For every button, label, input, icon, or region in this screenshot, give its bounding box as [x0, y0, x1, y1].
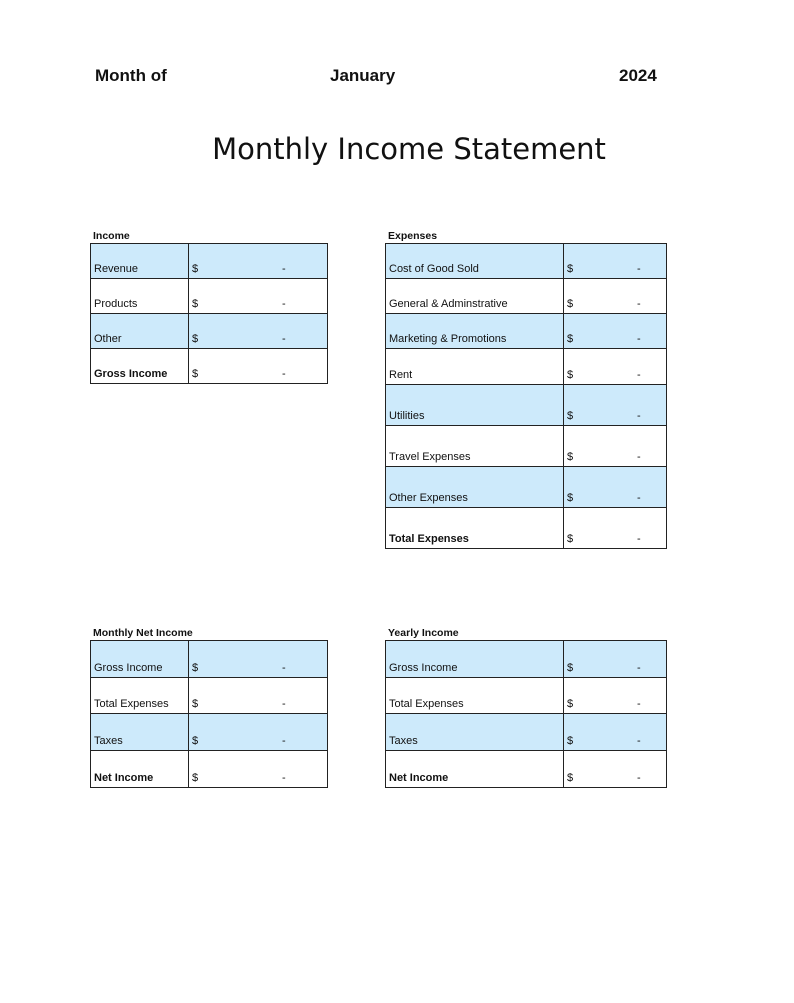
- currency-symbol: $: [567, 298, 574, 310]
- row-label: Total Expenses: [386, 508, 564, 549]
- yearly-income-title: Yearly Income: [388, 627, 459, 639]
- amount-value: -: [637, 533, 641, 545]
- yi-row-net-income: [386, 751, 667, 788]
- yi-row-taxes: [386, 714, 667, 751]
- expenses-row-other: [386, 467, 667, 508]
- mni-row-gross-income: [91, 641, 328, 678]
- monthly-net-income-table: [90, 640, 328, 788]
- yearly-income-section: [385, 626, 667, 788]
- row-label: Taxes: [91, 714, 189, 751]
- row-label: Utilities: [386, 385, 564, 426]
- amount-cell[interactable]: [564, 467, 667, 508]
- expenses-section-title: Expenses: [388, 230, 438, 242]
- amount-value: -: [282, 735, 286, 747]
- row-label: Marketing & Promotions: [386, 314, 564, 349]
- row-label: Total Expenses: [386, 678, 564, 714]
- currency-symbol: $: [567, 698, 574, 710]
- income-row-products: [91, 279, 328, 314]
- mni-row-total-expenses: [91, 678, 328, 714]
- amount-cell[interactable]: [189, 678, 328, 714]
- amount-value: -: [637, 369, 641, 381]
- currency-symbol: $: [192, 698, 199, 710]
- amount-cell[interactable]: [564, 508, 667, 549]
- income-section: [90, 229, 328, 384]
- yearly-income-table: [385, 640, 667, 788]
- amount-value: -: [637, 698, 641, 710]
- page-title: Monthly Income Statement: [212, 132, 606, 166]
- currency-symbol: $: [192, 263, 199, 275]
- currency-symbol: $: [567, 533, 574, 545]
- row-label: General & Adminstrative: [386, 279, 564, 314]
- amount-value: -: [637, 772, 641, 784]
- amount-cell[interactable]: [189, 314, 328, 349]
- row-label: Total Expenses: [91, 678, 189, 714]
- amount-cell[interactable]: [564, 641, 667, 678]
- amount-cell[interactable]: [564, 314, 667, 349]
- amount-cell[interactable]: [564, 714, 667, 751]
- currency-symbol: $: [192, 298, 199, 310]
- row-label: Rent: [386, 349, 564, 385]
- amount-value: -: [282, 263, 286, 275]
- amount-cell[interactable]: [189, 751, 328, 788]
- amount-cell[interactable]: [564, 349, 667, 385]
- amount-cell[interactable]: [189, 349, 328, 384]
- amount-cell[interactable]: [564, 279, 667, 314]
- row-label: Gross Income: [91, 641, 189, 678]
- expenses-row-travel: [386, 426, 667, 467]
- expenses-section: [385, 229, 667, 549]
- row-label: Cost of Good Sold: [386, 244, 564, 279]
- expenses-row-cogs: [386, 244, 667, 279]
- currency-symbol: $: [192, 735, 199, 747]
- amount-value: -: [282, 772, 286, 784]
- amount-value: -: [637, 410, 641, 422]
- income-section-title: Income: [93, 230, 130, 242]
- currency-symbol: $: [567, 735, 574, 747]
- income-row-gross-income: [91, 349, 328, 384]
- mni-row-taxes: [91, 714, 328, 751]
- currency-symbol: $: [567, 772, 574, 784]
- amount-value: -: [637, 492, 641, 504]
- amount-value: -: [637, 662, 641, 674]
- amount-cell[interactable]: [189, 641, 328, 678]
- amount-cell[interactable]: [564, 244, 667, 279]
- amount-cell[interactable]: [564, 426, 667, 467]
- amount-cell[interactable]: [564, 678, 667, 714]
- income-table: [90, 243, 328, 384]
- income-row-other: [91, 314, 328, 349]
- amount-value: -: [637, 298, 641, 310]
- yi-row-total-expenses: [386, 678, 667, 714]
- currency-symbol: $: [192, 662, 199, 674]
- row-label: Products: [91, 279, 189, 314]
- currency-symbol: $: [567, 333, 574, 345]
- expenses-table: [385, 243, 667, 549]
- row-label: Net Income: [91, 751, 189, 788]
- year-value[interactable]: 2024: [619, 66, 657, 85]
- currency-symbol: $: [192, 333, 199, 345]
- row-label: Taxes: [386, 714, 564, 751]
- yi-row-gross-income: [386, 641, 667, 678]
- month-value[interactable]: January: [330, 66, 396, 85]
- amount-cell[interactable]: [564, 385, 667, 426]
- currency-symbol: $: [192, 368, 199, 380]
- currency-symbol: $: [567, 263, 574, 275]
- month-of-label: Month of: [95, 66, 167, 85]
- amount-value: -: [282, 333, 286, 345]
- amount-cell[interactable]: [564, 751, 667, 788]
- monthly-net-income-section: [90, 626, 328, 788]
- amount-value: -: [637, 735, 641, 747]
- currency-symbol: $: [567, 451, 574, 463]
- amount-value: -: [282, 698, 286, 710]
- row-label: Revenue: [91, 244, 189, 279]
- currency-symbol: $: [192, 772, 199, 784]
- amount-cell[interactable]: [189, 279, 328, 314]
- expenses-row-utilities: [386, 385, 667, 426]
- row-label: Travel Expenses: [386, 426, 564, 467]
- amount-value: -: [637, 333, 641, 345]
- expenses-row-total: [386, 508, 667, 549]
- currency-symbol: $: [567, 492, 574, 504]
- mni-row-net-income: [91, 751, 328, 788]
- row-label: Gross Income: [91, 349, 189, 384]
- expenses-row-rent: [386, 349, 667, 385]
- amount-cell[interactable]: [189, 714, 328, 751]
- amount-value: -: [282, 662, 286, 674]
- amount-value: -: [637, 263, 641, 275]
- currency-symbol: $: [567, 369, 574, 381]
- amount-value: -: [282, 368, 286, 380]
- amount-value: -: [637, 451, 641, 463]
- row-label: Other Expenses: [386, 467, 564, 508]
- expenses-row-marketing: [386, 314, 667, 349]
- row-label: Other: [91, 314, 189, 349]
- monthly-net-income-title: Monthly Net Income: [93, 627, 193, 639]
- row-label: Gross Income: [386, 641, 564, 678]
- amount-value: -: [282, 298, 286, 310]
- currency-symbol: $: [567, 410, 574, 422]
- row-label: Net Income: [386, 751, 564, 788]
- expenses-row-general-admin: [386, 279, 667, 314]
- amount-cell[interactable]: [189, 244, 328, 279]
- income-row-revenue: [91, 244, 328, 279]
- currency-symbol: $: [567, 662, 574, 674]
